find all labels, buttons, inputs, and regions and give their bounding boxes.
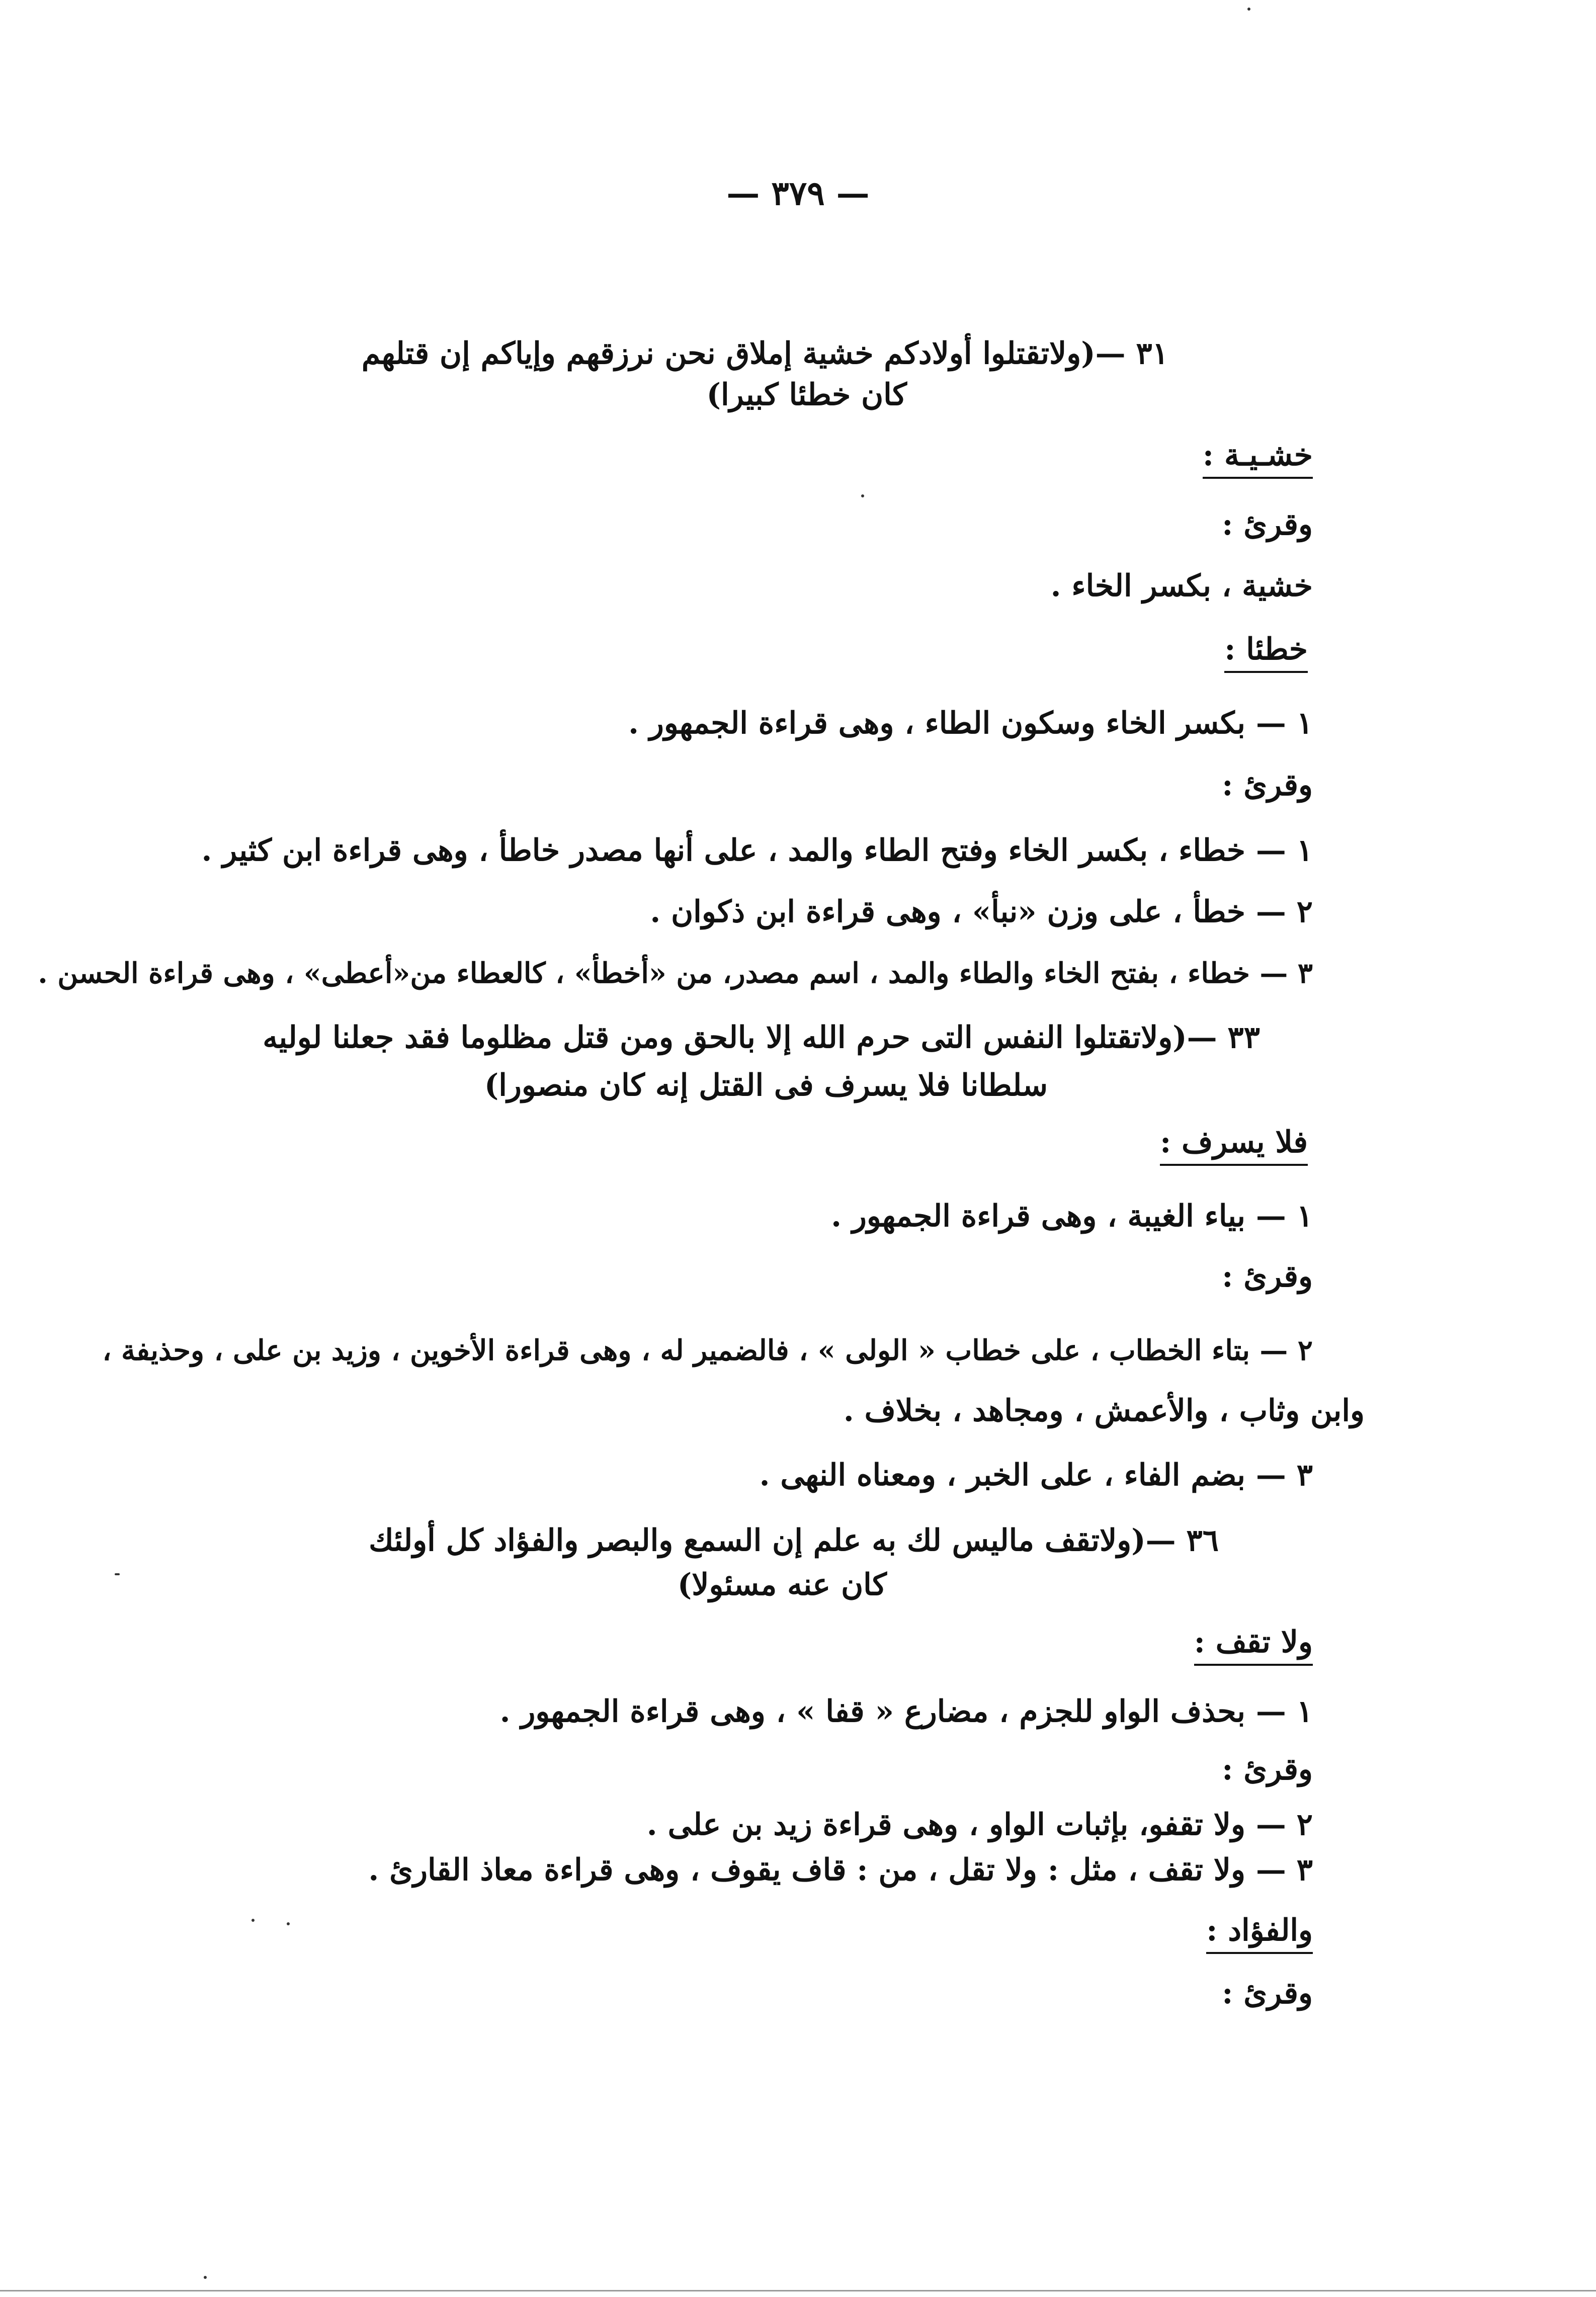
qurie-wala-taqfu: وقرئ : bbox=[1222, 1752, 1313, 1787]
fala-yusrif-reading-3: ٣ — بضم الفاء ، على الخبر ، ومعناه النهى . bbox=[759, 1458, 1313, 1493]
khitan-reading-1: ١ — خطاء ، بكسر الخاء وفتح الطاء والمد ، على أنها مصدر خاطأ ، وهى قراءة ابن كثير . bbox=[201, 833, 1313, 868]
heading-khashya: خشـيـة : bbox=[1203, 439, 1313, 479]
qurie-khitan: وقرئ : bbox=[1222, 768, 1313, 803]
fala-yusrif-item-1: ١ — بياء الغيبة ، وهى قراءة الجمهور . bbox=[831, 1199, 1313, 1234]
wala-taqfu-reading-2: ٢ — ولا تقفو، بإثبات الواو ، وهى قراءة زيد بن على . bbox=[646, 1807, 1313, 1842]
qurie-walfuad: وقرئ : bbox=[1222, 1976, 1313, 2011]
scan-speck bbox=[251, 1919, 255, 1922]
verse-33-line-1: ٣٣ —(ولاتقتلوا النفس التى حرم الله إلا بالحق ومن قتل مظلوما فقد جعلنا لوليه bbox=[263, 1020, 1260, 1055]
scan-speck bbox=[1247, 8, 1250, 11]
heading-wala-taqfu: ولا تقف : bbox=[1194, 1626, 1313, 1666]
fala-yusrif-reading-2a: ٢ — بتاء الخطاب ، على خطاب « الولى » ، فالضمير له ، وهى قراءة الأخوين ، وزيد بن على ، وحذيفة ، bbox=[102, 1334, 1313, 1367]
scan-speck bbox=[861, 494, 864, 497]
fala-yusrif-reading-2b: وابن وثاب ، والأعمش ، ومجاهد ، بخلاف . bbox=[843, 1393, 1365, 1428]
qurie-khashya: وقرئ : bbox=[1222, 507, 1313, 542]
verse-33-line-2: سلطانا فلا يسرف فى القتل إنه كان منصورا) bbox=[484, 1068, 1048, 1103]
wala-taqfu-reading-3: ٣ — ولا تقف ، مثل : ولا تقل ، من : قاف يقوف ، وهى قراءة معاذ القارئ . bbox=[368, 1852, 1313, 1888]
verse-36-line-1: ٣٦ —(ولاتقف ماليس لك به علم إن السمع والبصر والفؤاد كل أولئك bbox=[369, 1523, 1219, 1558]
verse-31-line-2: كان خطئا كبيرا) bbox=[706, 377, 907, 412]
qurie-fala-yusrif: وقرئ : bbox=[1222, 1259, 1313, 1294]
verse-31-line-1: ٣١ —(ولاتقتلوا أولادكم خشية إملاق نحن نرزقهم وإياكم إن قتلهم bbox=[361, 336, 1168, 371]
page-number: — ٣٧٩ — bbox=[726, 174, 870, 213]
heading-fala-yusrif: فلا يسرف : bbox=[1160, 1126, 1308, 1166]
scan-speck bbox=[204, 2276, 207, 2279]
khitan-reading-2: ٢ — خطأ ، على وزن «نبأ» ، وهى قراءة ابن ذكوان . bbox=[650, 894, 1313, 929]
reading-khashya: خشية ، بكسر الخاء . bbox=[1050, 568, 1313, 604]
heading-khitan: خطئا : bbox=[1224, 633, 1308, 673]
khitan-reading-3: ٣ — خطاء ، بفتح الخاء والطاء والمد ، اسم مصدر، من «أخطأ» ، كالعطاء من«أعطى» ، وهى قراءة الحسن . bbox=[38, 957, 1313, 990]
scan-speck bbox=[115, 1573, 120, 1575]
wala-taqfu-item-1: ١ — بحذف الواو للجزم ، مضارع « قفا » ، وهى قراءة الجمهور . bbox=[499, 1694, 1313, 1729]
scan-speck bbox=[287, 1922, 290, 1925]
bottom-rule bbox=[0, 2290, 1596, 2291]
khitan-item-1: ١ — بكسر الخاء وسكون الطاء ، وهى قراءة الجمهور . bbox=[628, 706, 1313, 741]
verse-36-line-2: كان عنه مسئولا) bbox=[677, 1567, 887, 1602]
heading-walfuad: والفؤاد : bbox=[1206, 1914, 1313, 1954]
